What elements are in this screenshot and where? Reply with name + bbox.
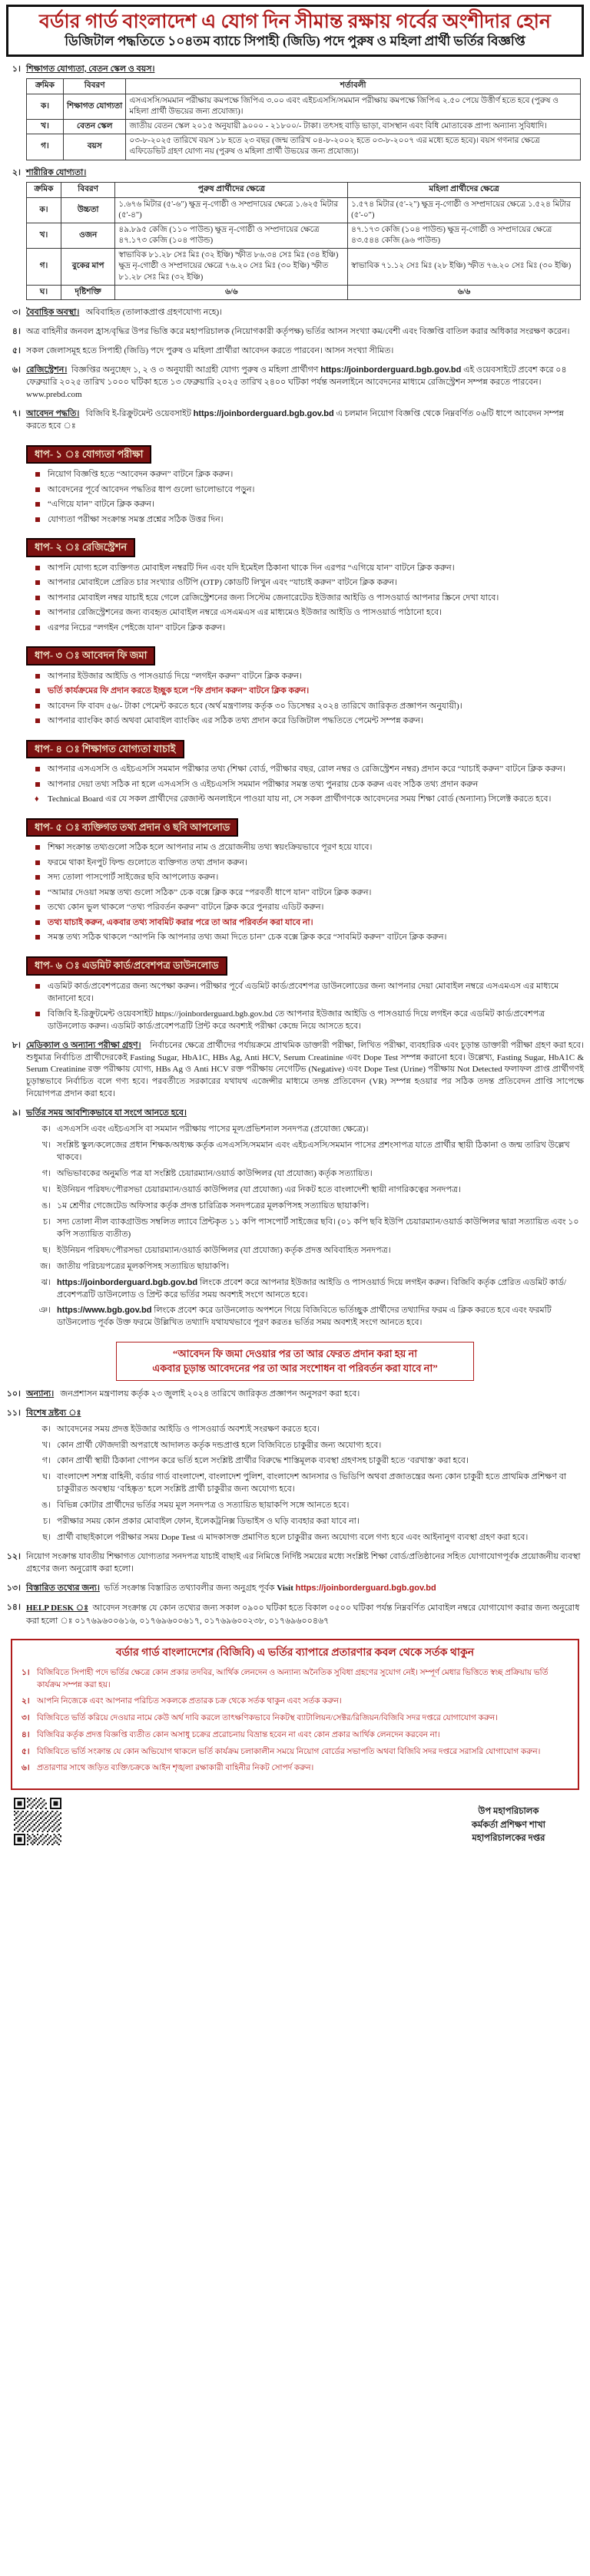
step-item: তথ্য যাচাই করুন, একবার তথ্য সাবমিট করার পরে তা আর পরিবর্তন করা যাবে না। <box>34 916 584 930</box>
step-item: আপনার ইউজার আইডি ও পাসওয়ার্ড দিয়ে “লগইন করুন” বাটনে ক্লিক করুন। <box>34 670 584 683</box>
special-notes-list <box>26 1424 584 1545</box>
item-label: ঙ। <box>41 1501 51 1511</box>
list-item <box>26 1277 584 1302</box>
signature-block <box>472 1805 576 1845</box>
step-badge: ধাপ- ৪ ঃ শিক্ষাগত যোগ্যতা যাচাই <box>26 740 184 759</box>
alert-item-number: ৫। <box>22 1747 30 1756</box>
section-seat-rights <box>6 326 584 339</box>
list-item <box>26 1140 584 1164</box>
section-text: অবিবাহিত (তালাকপ্রাপ্ত গ্রহণযোগ্য নহে)। <box>85 308 223 317</box>
item-label: জ। <box>40 1261 51 1271</box>
row-description: শিক্ষাগত যোগ্যতা <box>64 94 126 119</box>
section-title: রেজিস্ট্রেশন। <box>26 365 68 375</box>
step-item: যোগ্যতা পরীক্ষা সংক্রান্ত সমস্ত প্রশ্নের সঠিক উত্তর দিন। <box>34 514 584 527</box>
item-label: চ। <box>43 1217 51 1227</box>
alert-item <box>22 1696 568 1708</box>
row-male-value: ১.৬৭৬ মিটার (৫'-৬") ক্ষুদ্র নৃ-গোষ্ঠী ও সম্প্রদায়ের ক্ষেত্রে ১.৬২৫ মিটার (৫'-৪") <box>115 197 348 223</box>
item-label: ছ। <box>42 1245 51 1255</box>
list-item <box>26 1217 584 1241</box>
section-others <box>6 1389 584 1401</box>
qr-code[interactable] <box>14 1798 61 1845</box>
qualification-table <box>26 78 581 160</box>
section-title: বিশেষ দ্রষ্টব্য ঃ <box>26 1408 81 1418</box>
section-districts <box>6 345 584 358</box>
alert-item-list <box>22 1667 568 1775</box>
section-title: অন্যান্য। <box>26 1389 55 1399</box>
section-title: ভর্তির সময় আবশ্যিকভাবে যা সংগে আনতে হবে। <box>26 1108 187 1118</box>
step-item: ♦ Technical Board এর যে সকল প্রার্থীদের রেজাল্ট অনলাইনে পাওয়া যায় না, সে সকল প্রার্থীগণকে আবেদনের সময় শিক্ষা বোর্ড (অন্যান্য) সিলেক্ট করতে হবে। <box>34 793 584 806</box>
alert-item-text: আপনি নিজেকে এবং আপনার পরিচিত সকলকে প্রতারক চক্র থেকে সর্তক থাকুন এবং সর্তক করুন। <box>37 1697 342 1706</box>
row-description: ওজন <box>61 223 114 248</box>
step-item: ফরমে থাকা ইনপুট ফিল্ড গুলোতে ব্যক্তিগত তথ্য প্রদান করুন। <box>34 857 584 870</box>
item-label: খ। <box>41 1440 51 1450</box>
alert-item-number: ৬। <box>22 1764 30 1773</box>
step-item-list <box>26 670 584 728</box>
fee-warning-box <box>116 1342 474 1380</box>
registration-url[interactable]: https://joinborderguard.bgb.gov.bd <box>320 365 462 375</box>
col-serial: ক্রমিক <box>27 79 64 94</box>
step-item: শিক্ষা সংক্রান্ত তথ্যগুলো সঠিক হলে আপনার নাম ও প্রয়োজনীয় তথ্য স্বয়ংক্রিয়ভাবে পূরণ হয়ে যাবে। <box>34 841 584 854</box>
row-value: ০৩-৮-২০২৫ তারিখে বয়স ১৮ হতে ২৩ বছর (জন্ম তারিখ ০৪-৮-২০০২ হতে ০৩-৮-২০০৭ এর মধ্যে হতে হবে)। বয়স গণনার ক্ষেত্রে এফিডেভিট গ্রহণ যোগ্য নয় (পুরুষ ও মহিলা প্রার্থী উভয়ের জন্য প্রযোজ্য)। <box>126 134 581 160</box>
table-row <box>27 285 581 299</box>
page-subtitle: ডিজিটাল পদ্ধতিতে ১০৪তম ব্যাচে সিপাহী (জিডি) পদে পুরুষ ও মহিলা প্রার্থী ভর্তির বিজ্ঞপ্তি <box>65 34 525 48</box>
section-text-a: বিজিবি ই-রিক্রুটমেন্ট ওয়েবসাইট <box>85 408 191 418</box>
list-item <box>26 1532 584 1544</box>
alert-item <box>22 1667 568 1692</box>
step-item: সমস্ত তথ্য সঠিক থাকলে “আপনি কি আপনার তথ্য জমা দিতে চান” চেক বক্সে ক্লিক করে “সাবমিট করুন” বাটনে ক্লিক করুন। <box>34 931 584 944</box>
section-number: ১। <box>12 64 21 74</box>
section-application-method <box>6 408 584 433</box>
section-text: ভর্তি সংক্রান্ত বিস্তারিত তথ্যাবলীর জন্য অনুগ্রহ পূর্বক <box>104 1583 275 1593</box>
signatory-office: মহাপরিচালকের দপ্তর <box>472 1833 545 1843</box>
section-number: ৮। <box>12 1040 21 1050</box>
row-female-value: ৪৭.১৭৩ কেজি (১০৪ পাউন্ড) ক্ষুদ্র নৃ-গোষ্ঠী ও সম্প্রদায়ের ক্ষেত্রে ৪৩.৫৪৪ কেজি (৯৬ পাউন্ড) <box>348 223 581 248</box>
step-item: নিয়োগ বিজ্ঞপ্তি হতে “আবেদন করুন” বাটনে ক্লিক করুন। <box>34 468 584 481</box>
table-header-row <box>27 79 581 94</box>
step-item-list <box>26 763 584 806</box>
step-item-list <box>26 980 584 1033</box>
step-item: এরপর নিচের “লগইন পেইজে যান” বাটনে ক্লিক করুন। <box>34 622 584 635</box>
step-item: ভর্তি কার্যক্রমের ফি প্রদান করতে ইচ্ছুক হলে “ফি প্রদান করুন” বাটনে ক্লিক করুন। <box>34 685 584 698</box>
row-male-value: ৬/৬ <box>115 285 348 299</box>
section-help-desk <box>6 1602 584 1628</box>
step-item-list <box>26 562 584 635</box>
step-item: আবেদন ফি বাবদ ৫৬/- টাকা পেমেন্ট করতে হবে (অর্থ মন্ত্রণালয় কর্তৃক ৩০ ডিসেম্বর ২০২৪ তারিখে জারিকৃত প্রজ্ঞাপন অনুযায়ী)। <box>34 700 584 713</box>
section-title: বৈবাহিক অবস্থা। <box>26 308 80 317</box>
section-number: ১০। <box>6 1389 21 1399</box>
row-serial: খ। <box>27 120 64 134</box>
row-serial: খ। <box>27 223 61 248</box>
step-badge: ধাপ- ৫ ঃ ব্যক্তিগত তথ্য প্রদান ও ছবি আপলোড <box>26 818 238 837</box>
row-female-value: ১.৫৭৪ মিটার (৫'-২") ক্ষুদ্র নৃ-গোষ্ঠী ও সম্প্রদায়ের ক্ষেত্রে ১.৫২৪ মিটার (৫'-০") <box>348 197 581 223</box>
item-label: ঞ। <box>38 1306 51 1316</box>
row-description: দৃষ্টিশক্তি <box>61 285 114 299</box>
step-3 <box>6 646 584 728</box>
section-physical-qualification <box>6 167 584 180</box>
item-text: জাতীয় পরিচয়পত্রের মূলকপিসহ সত্যায়িত ছায়াকপি। <box>57 1261 230 1271</box>
col-conditions: শর্তাবলী <box>126 79 581 94</box>
item-label: ঝ। <box>41 1277 51 1287</box>
item-label: চ। <box>43 1517 51 1527</box>
step-4 <box>6 740 584 806</box>
item-text: সংশ্লিষ্ট স্কুল/কলেজের প্রধান শিক্ষক/অধ্যক্ষ কর্তৃক এসএসসি/সমমান এবং এইচএসসি/সমমান পাসের প্রশংসাপত্র যাতে প্রার্থীর স্থায়ী ঠিকানা ও জন্ম তারিখ উল্লেখ থাকবে। <box>57 1141 570 1163</box>
row-serial: ক। <box>27 94 64 119</box>
alert-item-number: ১। <box>22 1668 30 1677</box>
more-info-url[interactable]: https://joinborderguard.bgb.gov.bd <box>295 1583 436 1593</box>
list-item <box>26 1184 584 1197</box>
circular-footer <box>14 1798 576 1845</box>
table-row <box>27 223 581 248</box>
alert-item <box>22 1746 568 1759</box>
row-description: উচ্চতা <box>61 197 114 223</box>
step-6 <box>6 956 584 1033</box>
visit-label: Visit <box>277 1583 293 1593</box>
item-text <box>57 1277 584 1302</box>
row-description: বেতন স্কেল <box>64 120 126 134</box>
step-item: এডমিট কার্ড/প্রবেশপত্রের জন্য অপেক্ষা করুন। পরীক্ষার পূর্বে এডমিট কার্ড/প্রবেশপত্র ডাউনলোডের জন্য আপনার দেয়া মোবাইল নম্বরে এসএমএস এর মাধ্যমে জানানো হবে। <box>34 980 584 1006</box>
section-title: শারীরিক যোগ্যতা। <box>26 167 87 177</box>
alert-item-text: বিজিবিতে ভর্তি করিয়ে দেওয়ার নামে কেউ অর্থ দাবি করলে তাৎক্ষণিকভাবে নিকটস্থ ব্যাটালিয়ন/সেক্টর/রিজিয়ন/বিজিবি সদর দপ্তরে যোগাযোগ করুন। <box>37 1714 498 1723</box>
step-item: “এগিয়ে যান” বাটনে ক্লিক করুন। <box>34 498 584 511</box>
row-description: বুকের মাপ <box>61 249 114 286</box>
section-number: ১৪। <box>6 1602 21 1612</box>
alert-item-text: প্রতারণার সাথে জড়িত ব্যক্তি/চক্রকে আইন শৃঙ্খলা রক্ষাকারী বাহিনীর নিকট সোপর্দ করুন। <box>37 1764 314 1773</box>
step-1 <box>6 445 584 527</box>
section-number: ৬। <box>12 365 21 375</box>
table-row <box>27 134 581 160</box>
step-2 <box>6 538 584 634</box>
row-serial: গ। <box>27 134 64 160</box>
item-text-body: লিংকে প্রবেশ করে ডাউনলোড অপশনে গিয়ে বিজিবিতে ভর্তিচ্ছুক প্রার্থীদের তথ্যাদির ফরম এ ক্লিক করতে হবে এবং ফরমটি ডাউনলোড পূর্বক উক্ত ফরমে উল্লিখিত তথ্যাদি যথাযথভাবে পূরণ করতঃ ভর্তির সময় অবশ্যই সংগে আনতে হবে। <box>57 1306 552 1328</box>
section-number: ৪। <box>12 326 21 336</box>
item-text: কোন প্রার্থী স্থায়ী ঠিকানা গোপন করে ভর্তি হলে সংশ্লিষ্ট প্রার্থীর বিরুদ্ধে শাস্তিমূলক ব্যবস্থা গ্রহণসহ চাকুরী হতে ‘বরখাস্ত’ করা হবে। <box>57 1456 469 1466</box>
signatory-branch: কর্মকর্তা প্রশিক্ষণ শাখা <box>471 1820 545 1830</box>
step-item: আপনার এসএসসি ও এইচএসসি সমমান পরীক্ষার তথ্য (শিক্ষা বোর্ড, পরীক্ষার বছর, রোল নম্বর ও রেজিস্ট্রেশন নম্বর) প্রদান করে “যাচাই করুন” বাটনে ক্লিক করুন। <box>34 763 584 776</box>
circular-header <box>6 5 584 57</box>
section-more-info <box>6 1583 584 1595</box>
item-label: ক। <box>41 1125 51 1134</box>
item-text: সদ্য তোলা নীল ব্যাকগ্রাউন্ড সম্বলিত ল্যাবে প্রিন্টকৃত ১১ কপি পাসপোর্ট সাইজের ছবি। (০১ কপি ছবি ইউপি চেয়ারম্যান/ওয়ার্ড কাউন্সিলর দ্বারা সত্যায়িত এবং ১০ কপি সত্যায়িত ব্যতীত) <box>57 1217 579 1239</box>
section-number: ২। <box>12 167 21 177</box>
row-description: বয়স <box>64 134 126 160</box>
step-badge: ধাপ- ৬ ঃ এডমিট কার্ড/প্রবেশপত্র ডাউনলোড <box>26 956 227 976</box>
item-label: ঘ। <box>42 1472 51 1482</box>
section-number: ১১। <box>6 1408 21 1418</box>
reference-site[interactable]: www.prebd.com <box>26 389 82 399</box>
list-item <box>26 1124 584 1136</box>
alert-panel-title: বর্ডার গার্ড বাংলাদেশের (বিজিবি) এ ভর্তির ব্যাপারে প্রতারণার কবল থেকে সর্তক থাকুন <box>115 1646 475 1659</box>
row-serial: ক। <box>27 197 61 223</box>
table-row <box>27 120 581 134</box>
list-item <box>26 1471 584 1496</box>
step-item: আবেদনের পূর্বে আবেদন পদ্ধতির ধাপ গুলো ভালোভাবে পড়ুন। <box>34 484 584 497</box>
item-label: গ। <box>41 1456 51 1466</box>
item-text-body: লিংকে প্রবেশ করে আপনার ইউজার আইডি ও পাসওয়ার্ড দিয়ে লগইন করুন। বিজিবি কর্তৃক প্রেরিত এডমিট কার্ড/প্রবেশপত্রটি ডাউনলোড ও প্রিন্ট করে ভর্তির সময় অবশ্যই সংগে আনতে হবে। <box>57 1277 567 1300</box>
alert-item-text: বিজিবির কর্তৃক প্রদত্ত বিজ্ঞপ্তি ব্যতীত কোন অসাধু চক্রের প্ররোচনায় বিভ্রান্ত হবেন না এবং কোন প্রকার আর্থিক লেনদেন করবেন না। <box>37 1730 440 1739</box>
section-required-documents <box>6 1108 584 1120</box>
warning-line-2: একবার চূড়ান্ত আবেদনের পর তা আর সংশোধন বা পরিবর্তন করা যাবে না” <box>152 1362 438 1374</box>
item-text: প্রার্থী বাছাইকালে পরীক্ষার সময় Dope Test এ মাদকাসক্ত প্রমাণিত হলে চাকুরীর জন্য অযোগ্য বলে গণ্য হবে এবং আইনানুগ ব্যবস্থা গ্রহণ করা হবে। <box>57 1533 529 1543</box>
physical-qualification-table <box>26 182 581 300</box>
bgb-site-url[interactable]: https://www.bgb.gov.bd <box>57 1306 152 1316</box>
row-value: এসএসসি/সমমান পরীক্ষায় কমপক্ষে জিপিএ ৩.০০ এবং এইচএসসি/সমমান পরীক্ষায় কমপক্ষে জিপিএ ২.৫০ পেয়ে উত্তীর্ণ হতে হবে (পুরুষ ও মহিলা প্রার্থী উভয়ের জন্য প্রযোজ্য)। <box>126 94 581 119</box>
alert-item <box>22 1712 568 1725</box>
section-marital-status <box>6 307 584 319</box>
step-5 <box>6 818 584 944</box>
table-header-row <box>27 183 581 197</box>
alert-item-text: বিজিবিতে সিপাহী পদে ভর্তির ক্ষেত্রে কোন প্রকার তদবির, আর্থিক লেনদেন ও অন্যান্য অনৈতিক সুবিধা গ্রহণের সুযোগ নেই। সম্পূর্ণ মেধার ভিত্তিতে স্বচ্ছ প্রক্রিয়ায় ভর্তি কার্যক্রম সম্পন্ন করা হয়। <box>37 1668 549 1689</box>
section-title: শিক্ষাগত যোগ্যতা, বেতন স্কেল ও বয়স। <box>26 64 155 74</box>
application-url[interactable]: https://joinborderguard.bgb.gov.bd <box>193 408 334 418</box>
section-text: নির্বাচনের ক্ষেত্রে প্রার্থীদের পর্যায়ক্রমে প্রাথমিক ডাক্তারী পরীক্ষা, লিখিত পরীক্ষা, ব্যবহারিক এবং চূড়ান্ত ডাক্তারী পরীক্ষা গ্রহণ করা হবে। শুধুমাত্র নির্বাচিত প্রার্থীদেরকেই Fasting Sugar, HbA1C, HBs Ag, Anti HCV, Serum Creatinine এবং Dope Test সম্পন্ন করানো হবে। উল্লেখ্য, Fasting Sugar, HbA1C & Serum Creatinine রক্ত পরীক্ষায় যোগ্য, HBs Ag ও Anti HCV রক্ত পরীক্ষায় নেগেটিভ (Negative) এবং Dope Test (Urine) পরীক্ষায় Not Detected ফলাফল প্রাপ্ত প্রার্থীগণই চূড়ান্তভাবে নির্বাচিত বলে গণ্য হবে। পরবর্তীতে সরকারের যথাযথ এজেন্সীর মাধ্যমে তদন্ত প্রতিবেদন (VR) সম্পন্ন হওয়ার পর সঠিক তদন্ত প্রতিবেদন প্রাপ্তি সাপেক্ষে নিয়োগপত্র প্রদান করা হবে। <box>26 1040 584 1099</box>
alert-item-number: ৩। <box>22 1714 30 1723</box>
list-item <box>26 1455 584 1468</box>
step-badge: ধাপ- ১ ঃ যোগ্যতা পরীক্ষা <box>26 445 151 464</box>
step-item: আপনার রেজিস্ট্রেশনের জন্য ব্যবহৃত মোবাইল নম্বরে এসএমএস এর মাধ্যমেও ইউজার আইডি ও পাসওয়ার্ড পাঠানো হবে। <box>34 606 584 619</box>
section-certificate-verification <box>6 1551 584 1576</box>
item-text: আবেদনের সময় প্রদত্ত ইউজার আইডি ও পাসওয়ার্ড অবশ্যই সংরক্ষণ করতে হবে। <box>57 1424 320 1434</box>
section-text: নিয়োগ সংক্রান্ত যাবতীয় শিক্ষাগত যোগ্যতার সনদপত্র যাচাই বাছাই এর নিমিত্তে নির্দিষ্ট সময়ের মধ্যে সংশ্লিষ্ট শিক্ষা বোর্ড/প্রতিষ্ঠানের সহিত যোগাযোগপূর্বক প্রয়োজনীয় ব্যবস্থা গ্রহণের জন্য অনুরোধ করা হলো। <box>26 1552 581 1574</box>
step-item: তথ্যে কোন ভুল থাকলে “তথ্য পরিবর্তন করুন” বাটনে ক্লিক করে পুনরায় এডিট করুন। <box>34 901 584 914</box>
list-item <box>26 1440 584 1452</box>
section-registration <box>6 365 584 401</box>
row-male-value: ৪৯.৮৯৫ কেজি (১১০ পাউন্ড) ক্ষুদ্র নৃ-গোষ্ঠী ও সম্প্রদায়ের ক্ষেত্রে ৪৭.১৭৩ কেজি (১০৪ পাউন্ড) <box>115 223 348 248</box>
list-item <box>26 1261 584 1273</box>
alert-item-text: বিজিবিতে ভর্তি সংক্রান্ত যে কোন অভিযোগ থাকলে ভর্তি কার্যক্রম চলাকালীন সময়ে নিয়োগ বোর্ডের সভাপতি অথবা বিজিবি সদর দপ্তরে সরাসরি যোগাযোগ করুন। <box>37 1747 541 1756</box>
step-badge: ধাপ- ২ ঃ রেজিস্ট্রেশন <box>26 538 135 557</box>
section-special-notes <box>6 1408 584 1420</box>
section-text: সকল জেলাসমূহ হতে সিপাহী (জিডি) পদে পুরুষ ও মহিলা প্রার্থীরা আবেদন করতে পারবেন। আসন সংখ্যা সীমিত। <box>26 345 394 355</box>
alert-item <box>22 1729 568 1742</box>
list-item <box>26 1245 584 1257</box>
item-label: খ। <box>41 1141 51 1151</box>
list-item <box>26 1500 584 1512</box>
table-row <box>27 197 581 223</box>
list-item <box>26 1516 584 1528</box>
item-label: গ। <box>41 1169 51 1178</box>
row-serial: গ। <box>27 249 61 286</box>
warning-line-1: “আবেদন ফি জমা দেওয়ার পর তা আর ফেরত প্রদান করা হয় না <box>172 1348 418 1360</box>
col-female: মহিলা প্রার্থীদের ক্ষেত্রে <box>348 183 581 197</box>
item-text: বাংলাদেশ সশস্ত্র বাহিনী, বর্ডার গার্ড বাংলাদেশ, বাংলাদেশ পুলিশ, বাংলাদেশ আনসার ও ভিডিপি অথবা প্রজাতন্ত্রের অন্য কোন চাকুরী হতে প্রাথমিক প্রশিক্ষণ বা চাকুরীরত অবস্থায় ‘বহিষ্কৃত’ হলে সংশ্লিষ্ট প্রার্থী চাকুরীর জন্য অযোগ্য হবে। <box>57 1472 567 1494</box>
col-description: বিবরণ <box>61 183 114 197</box>
section-title: আবেদন পদ্ধতি। <box>26 408 80 418</box>
col-male: পুরুষ প্রার্থীদের ক্ষেত্রে <box>115 183 348 197</box>
signatory-designation: উপ মহাপরিচালক <box>478 1807 539 1817</box>
item-label: ঘ। <box>42 1184 51 1194</box>
section-text-b: এই ওয়েবসাইটে প্রবেশ করে ০৪ ফেব্রুয়ারি ২০২৫ তারিখ ১০০০ ঘটিকা হতে ১৩ ফেব্রুয়ারি ২০২৫ তারিখ ২৪০০ ঘটিকা পর্যন্ত অনলাইনে আবেদনের মাধ্যমে রেজিস্ট্রেশন সম্পন্ন করতে পারবেন। <box>26 365 567 387</box>
list-item <box>26 1168 584 1181</box>
item-text: এসএসসি এবং এইচএসসি বা সমমান পরীক্ষায় পাসের মূল/প্রভিশনাল সনদপত্র (প্রযোজ্য ক্ষেত্রে)। <box>57 1125 369 1134</box>
section-number: ১২। <box>6 1552 21 1562</box>
section-medical-exam <box>6 1040 584 1101</box>
alert-item <box>22 1762 568 1775</box>
step-item-list <box>26 468 584 526</box>
item-text: কোন প্রার্থী ফৌজদারী অপরাধে আদালত কর্তৃক দন্ডপ্রাপ্ত হলে বিজিবিতে চাকুরীর জন্য অযোগ্য হবে। <box>57 1440 382 1450</box>
alert-item-number: ২। <box>22 1697 30 1706</box>
section-number: ৭। <box>12 408 21 418</box>
section-text: আবেদন সংক্রান্ত যে কোন তথ্যের জন্য সকাল ০৯০০ ঘটিকা হতে বিকাল ০৫০০ ঘটিকা পর্যন্ত নিম্নবর্ণিত মোবাইল নম্বরে যোগাযোগ করার জন্য অনুরোধ করা হলো ঃ ০১৭৬৯৬০০৬১৬, ০১৭৬৯৬০০৬১৭, ০১৭৬৯৬০০২৩৮, ০১৭৬৯৬০০৪৬৭ <box>26 1603 580 1626</box>
section-title: মেডিক্যাল ও অন্যান্য পরীক্ষা গ্রহণ। <box>26 1040 141 1050</box>
item-text: অভিভাবকের অনুমতি পত্র যা সংশ্লিষ্ট চেয়ারম্যান/ওয়ার্ড কাউন্সিলর (যা প্রযোজ্য) কর্তৃক সত্যায়িত। <box>57 1169 373 1178</box>
step-item: বিজিবি ই-রিক্রুটমেন্ট ওয়েবসাইট https://joinborderguard.bgb.gov.bd তে আপনার ইউজার আইডি ও পাসওয়ার্ড দিয়ে লগইন করে এডমিট কার্ড/প্রবেশপত্র ডাউনলোড করুন। এডমিট কার্ড/প্রবেশপত্রটি প্রিন্ট করে অবশ্যই পরীক্ষা কেন্দ্রে নিয়ে আসতে হবে। <box>34 1008 584 1033</box>
table-row <box>27 94 581 119</box>
step-item: আপনার ব্যাংকিং কার্ড অথবা মোবাইল ব্যাংকিং এর সঠিক তথ্য প্রদান করে ডিজিটাল পদ্ধতিতে পেমেন্ট সম্পন্ন করুন। <box>34 715 584 728</box>
item-text: ইউনিয়ন পরিষদ/পৌরসভা চেয়ারম্যান/ওয়ার্ড কাউন্সিলর (যা প্রযোজ্য) কর্তৃক প্রদত্ত অবিবাহিত সনদপত্র। <box>57 1245 391 1255</box>
row-female-value: স্বাভাবিক ৭১.১২ সেঃ মিঃ (২৮ ইঞ্চি) স্ফীত ৭৬.২০ সেঃ মিঃ (৩০ ইঞ্চি) <box>348 249 581 286</box>
alert-item-number: ৪। <box>22 1730 30 1739</box>
list-item <box>26 1200 584 1213</box>
row-serial: ঘ। <box>27 285 61 299</box>
item-text: ইউনিয়ন পরিষদ/পৌরসভা চেয়ারম্যান/ওয়ার্ড কাউন্সিলর (যা প্রযোজ্য) এর নিকট হতে বাংলাদেশী স্থায়ী নাগরিকত্বের সনদপত্র। <box>57 1184 461 1194</box>
step-item: সদ্য তোলা পাসপোর্ট সাইজের ছবি আপলোড করুন। <box>34 871 584 884</box>
section-title: HELP DESK ঃ <box>26 1603 88 1613</box>
item-text <box>57 1305 584 1329</box>
joinborderguard-url[interactable]: https://joinborderguard.bgb.gov.bd <box>57 1277 198 1287</box>
section-text-a: বিজ্ঞপ্তির অনুচ্ছেদ ১, ২ ও ৩ অনুযায়ী আগ্রহী যোগ্য পুরুষ ও মহিলা প্রার্থীগণ <box>71 365 319 375</box>
section-text: অত্র বাহিনীর জনবল হ্রাস/বৃদ্ধির উপর ভিত্তি করে মহাপরিচালক (নিয়োগকারী কর্তৃপক্ষ) ভর্তির আসন সংখ্যা কম/বেশী এবং বিজ্ঞপ্তি বাতিল করার অধিকার সংরক্ষণ করেন। <box>26 326 570 336</box>
required-documents-list <box>26 1124 584 1329</box>
item-text: পরীক্ষার সময় কোন প্রকার মোবাইল ফোন, ইলেকট্রনিক্স ডিভাইস ও ঘড়ি ব্যবহার করা যাবে না। <box>57 1517 360 1527</box>
section-number: ৯। <box>12 1108 21 1118</box>
section-text-b: এ চলমান নিয়োগ বিজ্ঞপ্তি থেকে নিম্নবর্ণিত ০৬টি ধাপে আবেদন সম্পন্ন করতে হবে ঃ <box>26 408 564 431</box>
step-item: “আমার দেওয়া সমস্ত তথ্য গুলো সঠিক” চেক বক্সে ক্লিক করে “পরবর্তী ধাপে যান” বাটনে ক্লিক করুন। <box>34 887 584 900</box>
step-badge: ধাপ- ৩ ঃ আবেদন ফি জমা <box>26 646 155 665</box>
list-item <box>26 1305 584 1329</box>
section-educational-qualification <box>6 64 584 76</box>
item-label: ক। <box>41 1424 51 1434</box>
section-number: ৫। <box>12 345 21 355</box>
row-value: জাতীয় বেতন স্কেল ২০১৫ অনুযায়ী ৯০০০ - ২১৮০০/- টাকা। তৎসহ বাড়ি ভাড়া, বাসস্থান এবং বিধি মোতাবেক প্রাপ্য অন্যান্য সুবিধাদি। <box>126 120 581 134</box>
section-title: বিস্তারিত তথ্যের জন্য। <box>26 1583 100 1593</box>
table-row <box>27 249 581 286</box>
col-description: বিবরণ <box>64 79 126 94</box>
item-text: ১ম শ্রেণীর গেজেটেড অফিসার কর্তৃক প্রদত্ত চারিত্রিক সনদপত্রের মূলকপিসহ সত্যায়িত ছায়াকপি। <box>57 1200 370 1210</box>
step-item: আপনার দেয়া তথ্য সঠিক না হলে এসএসসি ও এইচএসসি সমমান পরীক্ষার সমস্ত তথ্য পুনরায় চেক করুন এবং সঠিক তথ্য প্রদান করুন <box>34 778 584 791</box>
row-female-value: ৬/৬ <box>348 285 581 299</box>
item-text: বিভিন্ন কোটার প্রার্থীদের ভর্তির সময় মূল সনদপত্র ও সত্যায়িত ছায়াকপি সঙ্গে আনতে হবে। <box>57 1501 350 1511</box>
item-label: ছ। <box>42 1533 51 1543</box>
section-number: ৩। <box>12 308 21 317</box>
item-label: ঙ। <box>41 1200 51 1210</box>
step-item: আপনার মোবাইল নম্বর যাচাই হয়ে গেলে রেজিস্ট্রেশনের জন্য সিস্টেম জেনারেটেড ইউজার আইডি ও পাসওয়ার্ড আপনার স্ক্রিনে দেখা যাবে। <box>34 592 584 605</box>
page-title: বর্ডার গার্ড বাংলাদেশ এ যোগ দিন সীমান্ত রক্ষায় গর্বের অংশীদার হোন <box>39 12 551 32</box>
step-item: আপনি যোগ্য হলে ব্যক্তিগত মোবাইল নম্বরটি দিন এবং যদি ইমেইল ঠিকানা থাকে দিন এরপর “এগিয়ে যান” বাটনে ক্লিক করুন। <box>34 562 584 575</box>
row-male-value: স্বাভাবিক ৮১.২৮ সেঃ মিঃ (৩২ ইঞ্চি) স্ফীত ৮৬.৩৪ সেঃ মিঃ (৩৪ ইঞ্চি) ক্ষুদ্র নৃ-গোষ্ঠী ও সম্প্রদায়ের ক্ষেত্রে ৭৬.২০ সেঃ মিঃ (৩০ ইঞ্চি) স্ফীত ৮১.২৮ সেঃ মিঃ (৩২ ইঞ্চি) <box>115 249 348 286</box>
step-item-list <box>26 841 584 944</box>
step-item: আপনার মোবাইলে প্রেরিত চার সংখ্যার ওটিপি (OTP) কোডটি লিখুন এবং “যাচাই করুন” বাটনে ক্লিক করুন। <box>34 576 584 590</box>
fraud-alert-panel <box>11 1639 579 1790</box>
section-text: জনপ্রশাসন মন্ত্রণালয় কর্তৃক ২৩ জুলাই ২০২৪ তারিখে জারিকৃত প্রজ্ঞাপন অনুসরণ করা হবে। <box>60 1389 360 1399</box>
col-serial: ক্রমিক <box>27 183 61 197</box>
list-item <box>26 1424 584 1436</box>
section-number: ১৩। <box>6 1583 21 1593</box>
